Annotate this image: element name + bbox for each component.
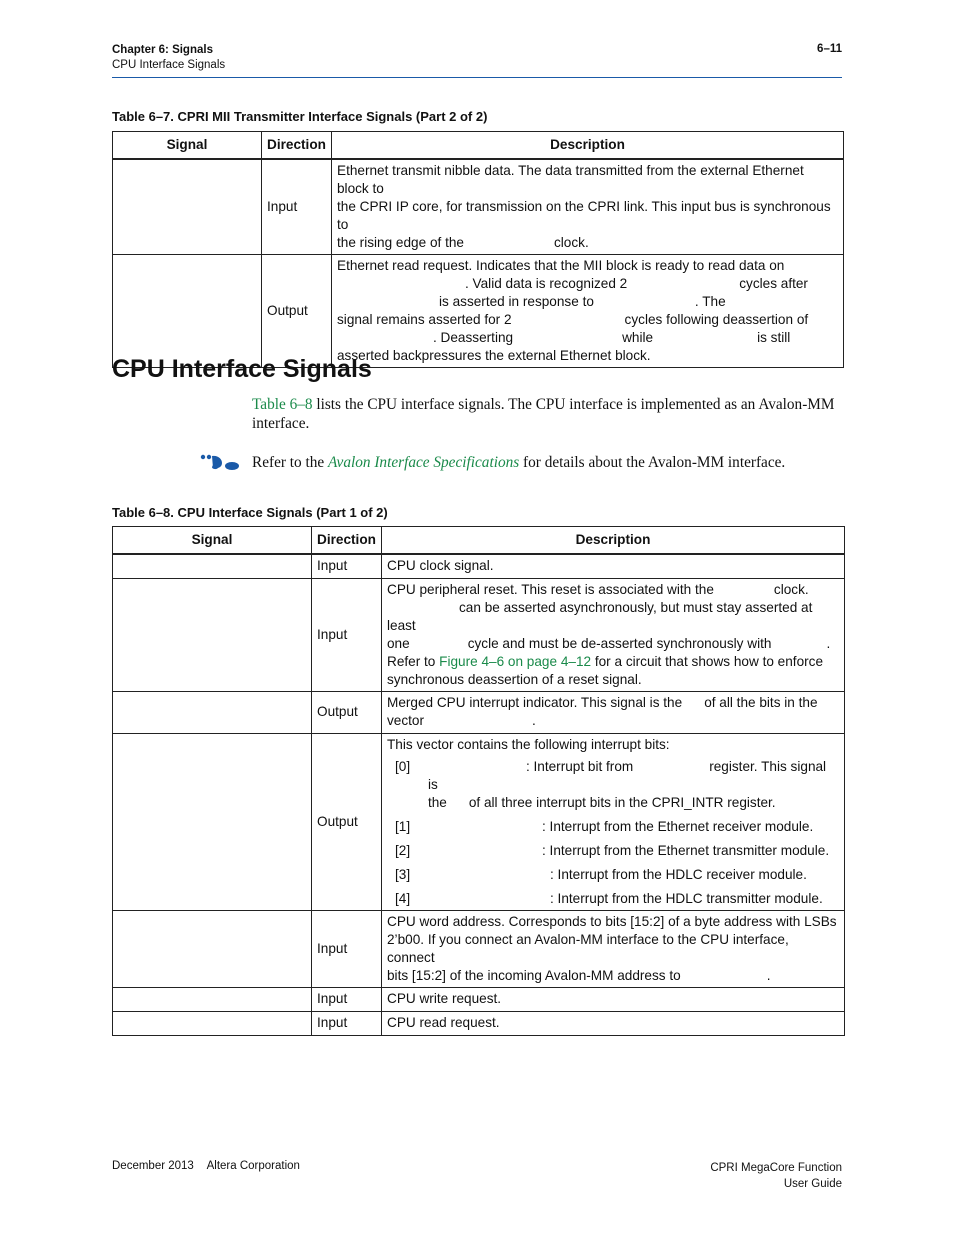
column-header-direction: Direction [262, 132, 332, 160]
signal-cell [113, 1011, 312, 1035]
table-row [113, 159, 844, 255]
desc-line: is asserted in response to . The [439, 294, 726, 309]
desc-line: signal remains asserted for 2 cycles following deassertion of [337, 312, 809, 327]
reference-note: Refer to the Avalon Interface Specifications for details about the Avalon-MM interface. [252, 454, 786, 471]
table-6-8-link[interactable]: Table 6–8 [252, 396, 313, 413]
signal-cell [113, 255, 262, 368]
footer-product: CPRI MegaCore Function [710, 1162, 842, 1174]
interrupt-bit-list [395, 758, 839, 908]
header-rule [112, 77, 842, 78]
chapter-label: Chapter 6: Signals [112, 44, 213, 56]
list-item: [2] : Interrupt from the Ethernet transmitter module. [395, 842, 830, 858]
direction-cell: Output [312, 691, 382, 733]
signal-cell [113, 987, 312, 1011]
desc-line: Refer to Figure 4–6 on page 4–12 for a circuit that shows how to enforce [387, 653, 824, 669]
signal-cell [113, 691, 312, 733]
direction-cell: Input [312, 1011, 382, 1035]
table-row [113, 910, 845, 987]
desc-line: vector . [387, 713, 536, 728]
desc-line: This vector contains the following interrupt bits: [387, 736, 670, 752]
desc-line: synchronous deassertion of a reset signal. [387, 671, 642, 687]
description-cell: CPU read request. [382, 1011, 845, 1035]
table-row [113, 691, 845, 733]
desc-line: . Valid data is recognized 2 cycles after [465, 276, 808, 291]
signal-cell [113, 578, 312, 691]
desc-line: the rising edge of the clock. [337, 235, 589, 250]
footer-right [680, 1160, 842, 1192]
list-item: [3] : Interrupt from the HDLC receiver module. [395, 866, 807, 882]
desc-line: CPU word address. Corresponds to bits [15:2] of a byte address with LSBs [387, 913, 837, 929]
direction-cell: Input [262, 159, 332, 255]
description-cell: CPU write request. [382, 987, 845, 1011]
direction-cell: Input [312, 910, 382, 987]
description-cell [382, 733, 845, 910]
intro-text: lists the CPU interface signals. The CPU interface is implemented as an Avalon-MM interface. [252, 396, 835, 432]
figure-4-6-link[interactable]: Figure 4–6 on page 4–12 [439, 653, 592, 669]
signal-cell [113, 733, 312, 910]
table-6-8 [112, 526, 845, 1036]
avalon-spec-link[interactable]: Avalon Interface Specifications [328, 454, 520, 471]
desc-line: Ethernet transmit nibble data. The data transmitted from the external Ethernet block to [337, 163, 804, 196]
description-cell [332, 159, 844, 255]
direction-cell: Output [312, 733, 382, 910]
list-item: [1] : Interrupt from the Ethernet receiver module. [395, 818, 814, 834]
description-cell [382, 578, 845, 691]
footer-left [112, 1160, 300, 1172]
column-header-description: Description [332, 132, 844, 160]
footer-doc: User Guide [783, 1178, 842, 1190]
direction-cell: Input [312, 987, 382, 1011]
table-row [113, 554, 845, 578]
table-row [113, 733, 845, 910]
reference-hand-icon [200, 454, 240, 472]
running-header [112, 43, 225, 73]
list-item: [0] : Interrupt bit from register. This signal is the of all three interrupt bits in the CPRI_INTR register. [395, 758, 827, 810]
desc-line: . Deasserting while is still [433, 330, 791, 345]
direction-cell: Input [312, 578, 382, 691]
column-header-direction: Direction [312, 527, 382, 555]
section-label: CPU Interface Signals [112, 59, 226, 71]
description-cell [382, 910, 845, 987]
table-row [113, 1011, 845, 1035]
table-6-7 [112, 131, 844, 368]
section-title: CPU Interface Signals [112, 355, 372, 383]
footer-company: Altera Corporation [206, 1160, 300, 1172]
desc-line: the CPRI IP core, for transmission on the CPRI link. This input bus is synchronous to [337, 199, 831, 232]
direction-cell: Input [312, 554, 382, 578]
desc-line: one cycle and must be de-asserted synchronously with . [387, 635, 831, 651]
desc-line: Merged CPU interrupt indicator. This signal is the of all the bits in the [387, 695, 818, 710]
desc-line: can be asserted asynchronously, but must stay asserted at least [387, 599, 813, 633]
footer-date: December 2013 [112, 1160, 194, 1172]
list-item: [4] : Interrupt from the HDLC transmitter module. [395, 890, 823, 906]
table-row [113, 255, 844, 368]
signal-cell [113, 554, 312, 578]
desc-line: bits [15:2] of the incoming Avalon-MM address to . [387, 967, 771, 983]
table-6-8-caption: Table 6–8. CPU Interface Signals (Part 1 of 2) [112, 505, 388, 520]
direction-cell: Output [262, 255, 332, 368]
signal-cell [113, 910, 312, 987]
desc-line: Ethernet read request. Indicates that the MII block is ready to read data on [337, 258, 785, 273]
desc-line: asserted backpressures the external Ethernet block. [337, 348, 651, 363]
signal-cell [113, 159, 262, 255]
intro-paragraph [252, 395, 842, 433]
table-6-7-caption: Table 6–7. CPRI MII Transmitter Interface Signals (Part 2 of 2) [112, 109, 488, 124]
column-header-signal: Signal [113, 527, 312, 555]
table-row [113, 578, 845, 691]
description-cell [332, 255, 844, 368]
table-row [113, 987, 845, 1011]
description-cell [382, 691, 845, 733]
column-header-description: Description [382, 527, 845, 555]
desc-line: 2’b00. If you connect an Avalon-MM interface to the CPU interface, connect [387, 931, 789, 965]
description-cell: CPU clock signal. [382, 554, 845, 578]
column-header-signal: Signal [113, 132, 262, 160]
page-number: 6–11 [817, 43, 842, 55]
desc-line: CPU peripheral reset. This reset is associated with the clock. [387, 581, 809, 597]
